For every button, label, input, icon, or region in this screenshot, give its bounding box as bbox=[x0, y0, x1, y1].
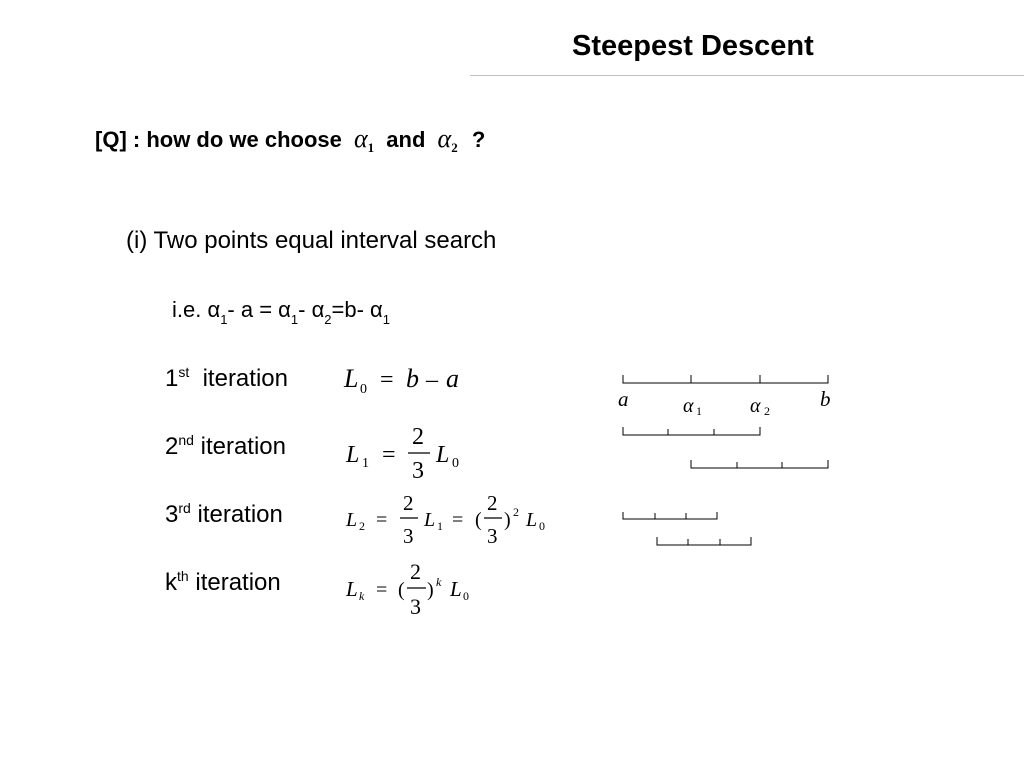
alpha-2-symbol: α bbox=[437, 124, 452, 153]
condition-part: i.e. α bbox=[172, 297, 221, 322]
interval-bracket-full bbox=[623, 375, 828, 383]
fraction-denominator: 3 bbox=[412, 458, 424, 484]
question-prefix: [Q] : how do we choose bbox=[95, 127, 342, 152]
iteration-number: 1 bbox=[165, 365, 179, 392]
formula-L2 bbox=[340, 488, 560, 552]
iteration-text: iteration bbox=[202, 365, 288, 392]
formula-var: L bbox=[436, 442, 450, 468]
formula-sub: 1 bbox=[362, 456, 369, 471]
formula-paren: ) bbox=[504, 509, 511, 531]
formula-sub: 2 bbox=[359, 519, 365, 533]
fraction-numerator: 2 bbox=[410, 559, 421, 584]
interval-bracket-iter3-alt bbox=[657, 537, 751, 545]
formula-var: L bbox=[346, 577, 358, 601]
condition-sub: 1 bbox=[290, 312, 299, 328]
formula-sub: 0 bbox=[452, 456, 459, 471]
formula-sub: k bbox=[359, 589, 365, 603]
iteration-number: k bbox=[165, 569, 177, 596]
method-heading: (i) Two points equal interval search bbox=[126, 227, 497, 254]
formula-var: L bbox=[450, 577, 462, 601]
fraction-denominator: 3 bbox=[410, 594, 421, 619]
fraction-denominator: 3 bbox=[487, 524, 498, 548]
question-line bbox=[95, 124, 485, 154]
formula-equals: = bbox=[382, 442, 396, 468]
iteration-label-3 bbox=[165, 500, 283, 529]
condition-sub: 1 bbox=[382, 312, 391, 328]
iteration-label-1 bbox=[165, 364, 288, 393]
alpha-1-subscript: 1 bbox=[367, 140, 375, 155]
formula-var: L bbox=[424, 509, 436, 531]
interval-bracket-iter2 bbox=[623, 427, 760, 435]
formula-sub: 0 bbox=[463, 589, 469, 603]
iteration-ordinal: st bbox=[178, 364, 190, 380]
formula-equals: = bbox=[376, 579, 388, 601]
iteration-ordinal: nd bbox=[178, 432, 194, 448]
iteration-label-2 bbox=[165, 432, 286, 461]
iteration-number: 3 bbox=[165, 501, 179, 528]
fraction-numerator: 2 bbox=[487, 491, 498, 515]
formula-paren: ) bbox=[427, 579, 434, 601]
slide-title: Steepest Descent bbox=[572, 30, 814, 62]
formula-var: L bbox=[526, 509, 538, 531]
label-alpha1-sub: 1 bbox=[696, 404, 702, 418]
formula-sub: 0 bbox=[360, 382, 367, 397]
iteration-number: 2 bbox=[165, 433, 179, 460]
formula-var: a bbox=[446, 364, 459, 393]
formula-sub: 0 bbox=[539, 519, 545, 533]
label-b: b bbox=[820, 387, 831, 411]
formula-sub: 1 bbox=[437, 519, 443, 533]
interval-bracket-iter2-alt bbox=[691, 460, 828, 468]
interval-bracket-iter3 bbox=[623, 512, 717, 519]
condition-part: =b- α bbox=[331, 297, 383, 322]
condition-sub: 1 bbox=[220, 312, 228, 328]
formula-equals: = bbox=[452, 509, 464, 531]
formula-Lk bbox=[340, 556, 490, 624]
formula-paren: ( bbox=[475, 509, 482, 531]
alpha-2-subscript: 2 bbox=[451, 140, 458, 155]
fraction-numerator: 2 bbox=[412, 424, 424, 450]
condition-sub: 2 bbox=[324, 312, 332, 328]
iteration-text: iteration bbox=[197, 501, 283, 528]
label-alpha2-sub: 2 bbox=[764, 404, 770, 418]
iteration-label-k bbox=[165, 568, 281, 597]
formula-equals: = bbox=[380, 367, 394, 393]
iteration-ordinal: rd bbox=[178, 500, 191, 516]
formula-L0 bbox=[340, 360, 480, 400]
formula-paren: ( bbox=[398, 579, 405, 601]
formula-minus: – bbox=[426, 367, 438, 393]
question-mark: ? bbox=[471, 127, 486, 152]
interval-condition bbox=[172, 297, 391, 328]
iteration-text: iteration bbox=[195, 569, 281, 596]
question-and: and bbox=[386, 127, 426, 152]
condition-part: - α bbox=[298, 297, 325, 322]
label-a: a bbox=[618, 387, 629, 411]
title-divider bbox=[470, 75, 1024, 76]
iteration-text: iteration bbox=[200, 433, 286, 460]
interval-diagram bbox=[600, 360, 850, 560]
iteration-ordinal: th bbox=[177, 568, 189, 584]
formula-var: b bbox=[406, 364, 419, 393]
label-alpha2: α bbox=[750, 395, 761, 417]
condition-part: - a = α bbox=[227, 297, 291, 322]
formula-L1 bbox=[340, 418, 480, 486]
formula-var: L bbox=[346, 442, 360, 468]
alpha-1-symbol: α bbox=[354, 124, 368, 153]
label-alpha1: α bbox=[683, 395, 694, 417]
formula-equals: = bbox=[376, 509, 388, 531]
formula-exponent: 2 bbox=[513, 505, 519, 519]
formula-exponent: k bbox=[436, 575, 442, 589]
formula-var: L bbox=[346, 509, 358, 531]
formula-var: L bbox=[344, 364, 359, 393]
fraction-denominator: 3 bbox=[403, 524, 414, 548]
fraction-numerator: 2 bbox=[403, 491, 414, 515]
